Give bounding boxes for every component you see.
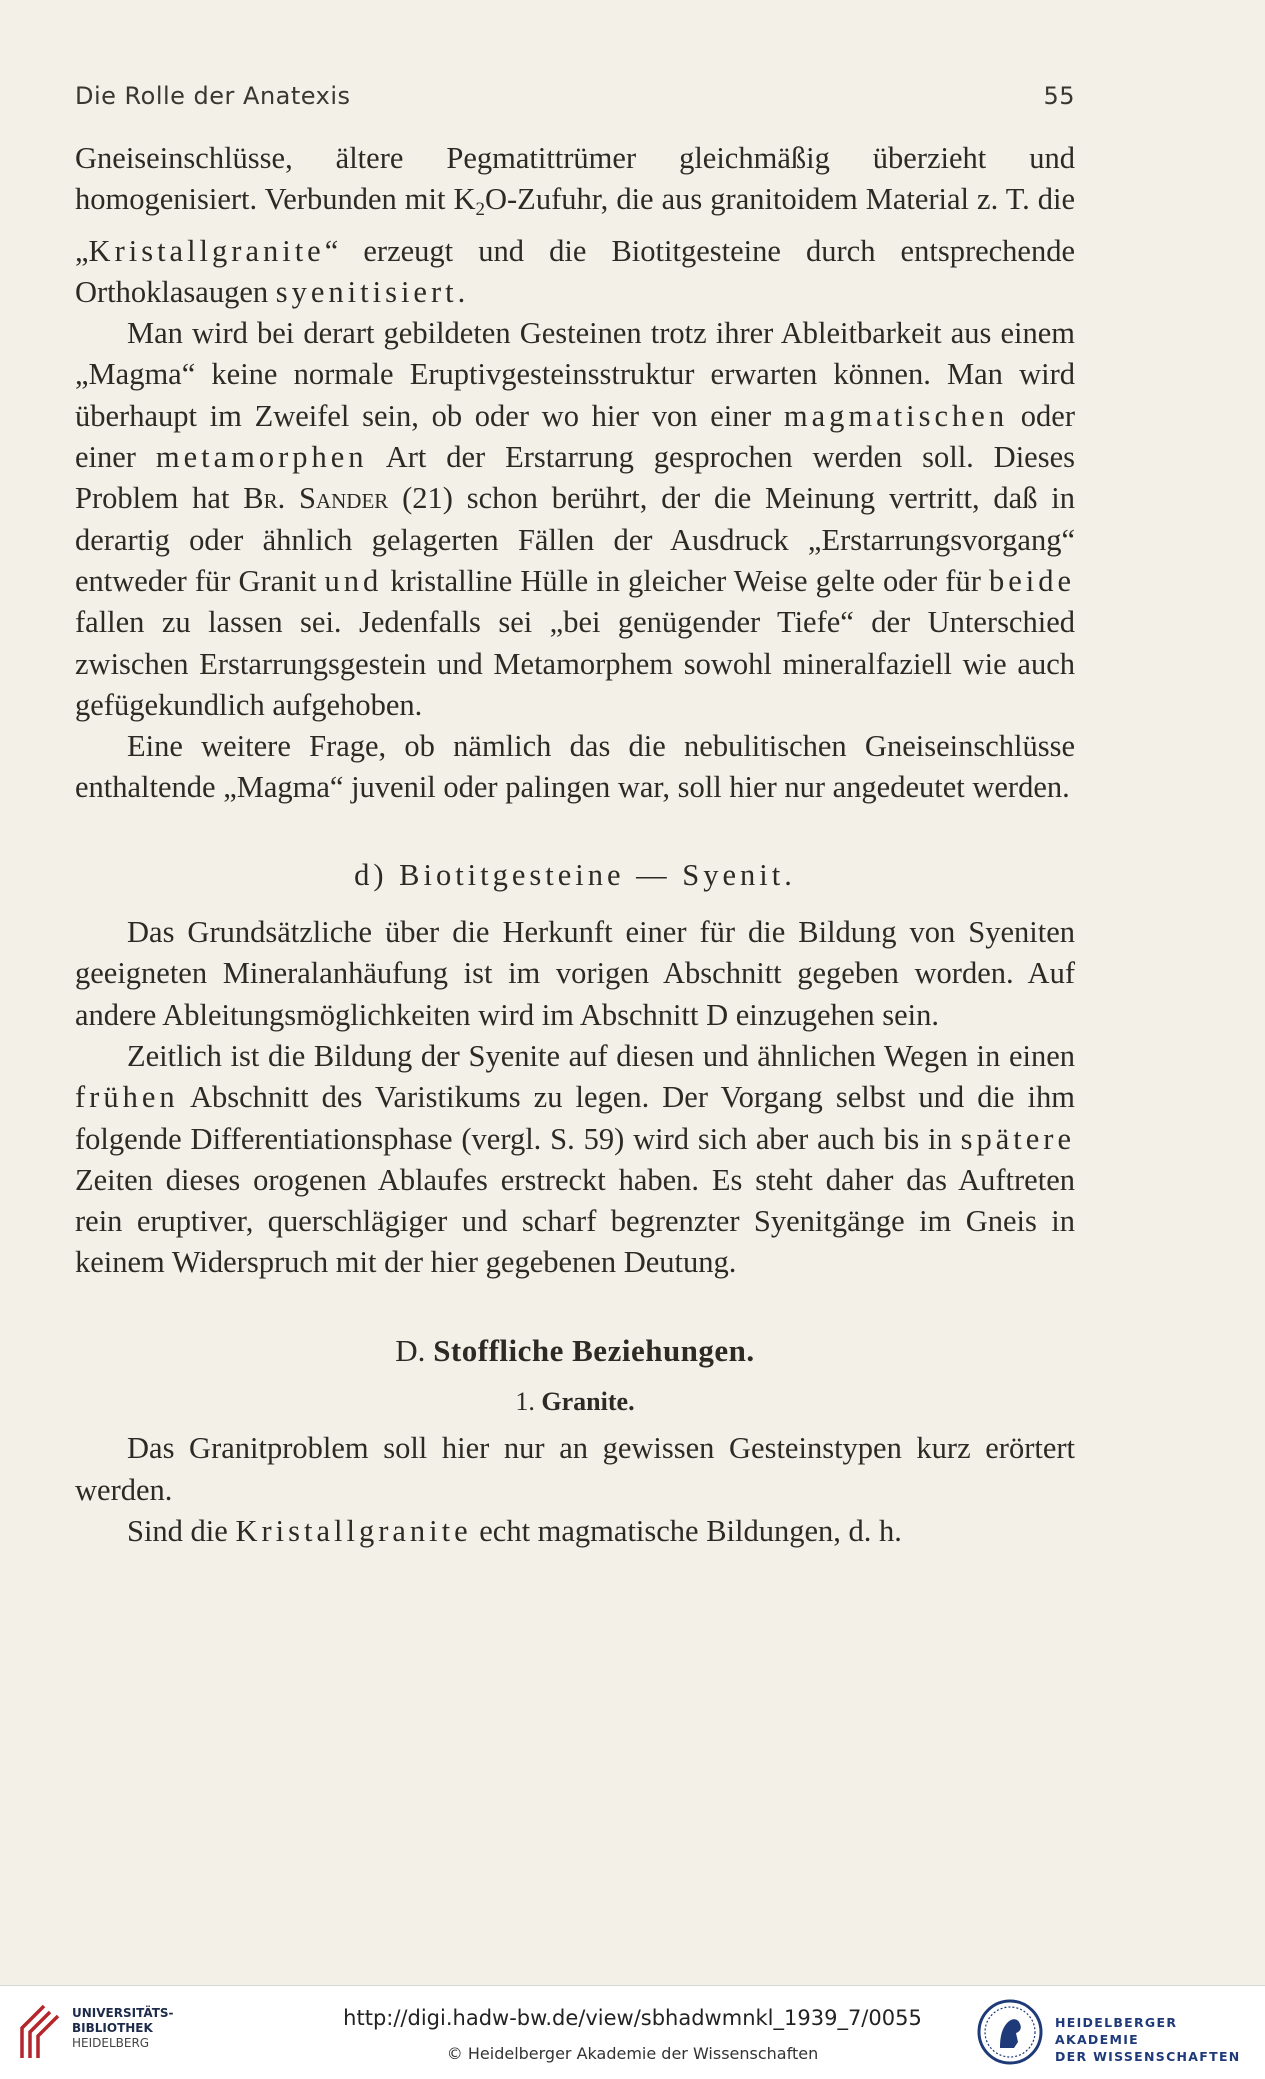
body-text	[75, 138, 1075, 1552]
paragraph-2: Man wird bei derart gebildeten Gesteinen trotz ihrer Ableitbarkeit aus einem „Magma“ keine normale Eruptivgesteinsstruktur erwarten können. Man wird überhaupt im Zweifel sein, ob oder wo hier von einer magmatischen oder einer metamorphen Art der Erstarrung gesprochen werden soll. Dieses Problem hat Br. Sander (21) schon berührt, der die Meinung vertritt, daß in derartig oder ähnlich gelagerten Fällen der Ausdruck „Erstarrungsvorgang“ entweder für Granit und kristalline Hülle in gleicher Weise gelte oder für beide fallen zu lassen sei. Jedenfalls sei „bei genügender Tiefe“ der Unterschied zwischen Erstarrungsgestein und Metamorphem sowohl mineralfaziell wie auch gefügekundlich aufgehoben.	[75, 316, 1075, 722]
section-heading-d: d) Biotitgesteine — Syenit.	[354, 857, 796, 892]
paragraph-6: Das Granitproblem soll hier nur an gewissen Gesteinstypen kurz erörtert werden.	[75, 1431, 1075, 1507]
running-title: Die Rolle der Anatexis	[75, 82, 351, 110]
page-number: 55	[1043, 82, 1075, 110]
author-name: Br. Sander	[243, 481, 389, 516]
paragraph-5: Zeitlich ist die Bildung der Syenite auf diesen und ähnlichen Wegen in einen frühen Abschnitt des Varistikums zu legen. Der Vorgang selbst und die ihm folgende Differentiationsphase (vergl. S. 59) wird sich aber auch bis in spätere Zeiten dieses orogenen Ablaufes erstreckt haben. Es steht daher das Auftreten rein eruptiver, querschlägiger und scharf begrenzter Syenitgänge im Gneis in keinem Widerspruch mit der hier gegebenen Deutung.	[75, 1038, 1075, 1280]
permalink-url[interactable]: http://digi.hadw-bw.de/view/sbhadwmnkl_1939_7/0055	[343, 2006, 922, 2030]
paragraph-1: Gneiseinschlüsse, ältere Pegmatittrümer gleichmäßig überzieht und homogenisiert. Verbunden mit $K_2O$-Zufuhr, die aus granitoidem Material z. T. die „Kristallgranite“ erzeugt und die Biotitgesteine durch entsprechende Orthoklasaugen syenitisiert.	[75, 141, 1075, 309]
university-library-name: UNIVERSITÄTS- BIBLIOTHEK HEIDELBERG	[72, 2006, 174, 2050]
academy-seal-icon	[976, 1998, 1044, 2066]
paragraph-4: Das Grundsätzliche über die Herkunft einer für die Bildung von Syeniten geeigneten Mineralanhäufung ist im vorigen Abschnitt gegeben worden. Auf andere Ableitungsmöglichkeiten wird im Abschnitt D einzugehen sein.	[75, 915, 1075, 1032]
copyright-notice: © Heidelberger Akademie der Wissenschaften	[446, 2044, 819, 2063]
viewer-footer	[0, 1985, 1265, 2079]
paragraph-3: Eine weitere Frage, ob nämlich das die nebulitischen Gneiseinschlüsse enthaltende „Magma“ juvenil oder palingen war, soll hier nur angedeutet werden.	[75, 729, 1075, 805]
running-head	[75, 82, 1075, 110]
paragraph-7: Sind die Kristallgranite echt magmatische Bildungen, d. h.	[127, 1513, 902, 1548]
academy-name: HEIDELBERGER AKADEMIE DER WISSENSCHAFTEN	[1055, 2015, 1241, 2064]
subsection-heading-granite: 1. Granite.	[515, 1387, 635, 1417]
section-heading-D: D. Stoffliche Beziehungen.	[395, 1332, 755, 1368]
